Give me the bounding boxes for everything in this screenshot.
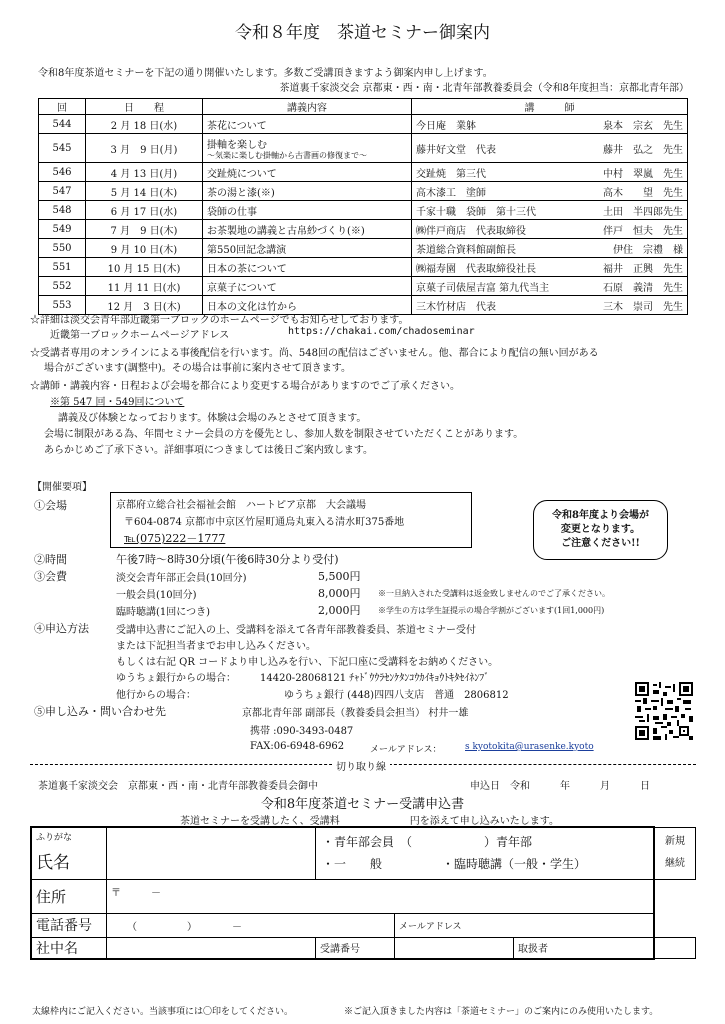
row-affiliation: 高木漆工 塗師 (416, 187, 486, 199)
row-no: 546 (39, 163, 86, 182)
fee-member-price: 5,500円 (318, 570, 361, 583)
row-topic: 茶花について (207, 120, 267, 132)
venue-address: 〒604-0874 京都市中京区竹屋町通烏丸東入る清水町375番地 (124, 517, 405, 528)
row-date: 9 月 10 日(木) (86, 239, 203, 258)
row-lecturer (412, 258, 688, 277)
company-label: 社中名 (31, 937, 107, 959)
row-topic-cell (203, 134, 412, 163)
page-title: 令和８年度 茶道セミナー御案内 (235, 23, 490, 43)
note-547-549: ※第 547 回・549回について (50, 397, 185, 408)
form-footnote-right: ※ご記入頂きました内容は「茶道セミナー」のご案内にのみ使用いたします。 (344, 1007, 659, 1017)
furigana-label: ふりがな (36, 833, 73, 843)
callout-line-2: 変更となります。 (560, 524, 641, 535)
fee-member-name: 淡交会青年部正会員(10回分) (116, 573, 247, 584)
row-topic: お茶製地の講義と古帛紗づくり(※) (207, 225, 365, 237)
postal-code-prefix: 〒 － (111, 887, 161, 899)
fee-general-name: 一般会員(10回分) (116, 590, 197, 601)
member-options-row (322, 853, 647, 875)
note-homepage-label: 近畿第一ブロックホームページアドレス (50, 330, 230, 341)
row-lecturer (412, 277, 688, 296)
row-topic: 第550回記念講演 (207, 244, 287, 256)
schedule-row (39, 220, 688, 239)
blank-cell-2 (654, 913, 696, 937)
phone-field[interactable]: （ ） － (107, 913, 395, 937)
address-field[interactable] (107, 879, 655, 913)
row-date: 6 月 17 日(水) (86, 201, 203, 220)
schedule-row (39, 182, 688, 201)
member-type-cell[interactable] (316, 827, 655, 879)
name-label-cell (31, 827, 107, 879)
row-topic-cell (203, 220, 412, 239)
handler-field[interactable] (654, 937, 696, 959)
details-heading: 【開催要項】 (32, 482, 92, 493)
row-date: 3 月 9 日(月) (86, 134, 203, 163)
row-affiliation: 千家十職 袋師 第十三代 (416, 206, 536, 218)
form-date: 申込日 令和 年 月 日 (470, 781, 650, 792)
row-topic: 交趾焼について (207, 168, 277, 180)
row-lecturer-name: 伴戸 恒夫 先生 (603, 225, 683, 237)
row-affiliation: 藤井好文堂 代表 (416, 144, 496, 156)
note-change: ☆講師・講義内容・日程および会場を都合により変更する場合がありますのでご了承ください。 (30, 381, 460, 392)
note-547-549-b: 会場に制限がある為、年間セミナー会員の方を優先とし、参加人数を制限させていただくことがあります。 (44, 429, 524, 440)
row-topic: 掛軸を楽しむ (207, 140, 267, 151)
schedule-row (39, 258, 688, 277)
row-topic-cell (203, 258, 412, 277)
member-general-option[interactable]: ・一 般 (322, 857, 383, 872)
organizer-text: 茶道裏千家淡交会 京都東・西・南・北青年部教養委員会（令和8年度担当：京都北青年部） (279, 83, 689, 94)
row-lecturer (412, 296, 688, 315)
row-affiliation: ㈱伴戸商店 代表取締役 (416, 225, 526, 237)
address-label: 住所 (31, 879, 107, 913)
note-547-549-c: あらかじめご了承下さい。詳細事項につきましては後日ご案内致します。 (44, 445, 373, 456)
time-label: ②時間 (34, 553, 67, 566)
apply-label: ④申込方法 (34, 622, 89, 635)
row-date: 7 月 9 日(木) (86, 220, 203, 239)
member-temp-option[interactable]: ・臨時聴講（一般・学生） (442, 857, 587, 872)
row-topic-cell (203, 201, 412, 220)
fee-general-note: ※一旦納入された受講料は返金致しませんのでご了承ください。 (378, 589, 610, 598)
qr-code-icon[interactable] (635, 682, 693, 740)
header-no: 回 (39, 99, 86, 115)
note-online-2: 場合がございます(調整中)。その場合は事前に案内させて頂きます。 (44, 363, 352, 374)
row-topic: 袋師の仕事 (207, 206, 257, 218)
intro-text: 令和8年度茶道セミナーを下記の通り開催いたします。多数ご受講頂きますよう御案内申し上げます。 (38, 68, 493, 79)
new-option[interactable]: 新規 (665, 836, 685, 847)
reception-no-field[interactable] (395, 937, 514, 959)
row-topic-sub: ～気楽に楽しむ掛軸から古書画の修復まで～ (207, 151, 367, 160)
row-lecturer-name: 高木 望 先生 (603, 187, 683, 199)
row-affiliation: 交趾焼 第三代 (416, 168, 486, 180)
row-date: 4 月 13 日(月) (86, 163, 203, 182)
schedule-row (39, 115, 688, 134)
fee-temp-price: 2,000円 (318, 604, 361, 617)
member-youth-option[interactable]: ・青年部会員 （ ）青年部 (322, 835, 533, 850)
time-value: 午後7時～8時30分頃(午後6時30分より受付) (116, 553, 339, 566)
bank-other-value: ゆうちょ銀行 (448)四四八支店 普通 2806812 (284, 690, 509, 701)
schedule-row (39, 239, 688, 258)
row-no: 552 (39, 277, 86, 296)
application-form (30, 826, 696, 960)
company-field[interactable] (107, 937, 316, 959)
row-date: 12 月 3 日(木) (86, 296, 203, 315)
row-no: 550 (39, 239, 86, 258)
row-topic: 京菓子について (207, 282, 277, 294)
schedule-row (39, 163, 688, 182)
row-no: 549 (39, 220, 86, 239)
row-affiliation: 京菓子司俵屋吉富 第九代当主 (416, 282, 550, 294)
row-lecturer-name: 泉本 宗玄 先生 (603, 120, 683, 132)
bank-yucho-label: ゆうちょ銀行からの場合： (116, 673, 236, 684)
callout-line-3: ご注意ください!! (561, 538, 640, 549)
renew-option[interactable]: 継続 (665, 858, 685, 869)
email-field[interactable] (395, 913, 655, 937)
note-online: ☆受講者専用のオンラインによる事後配信を行います。尚、548回の配信はございません。他、都合により配信の無い回がある (30, 348, 599, 359)
venue-change-callout (533, 500, 668, 560)
schedule-header-row (39, 99, 688, 115)
row-lecturer (412, 182, 688, 201)
fee-temp-name: 臨時聴講(1回につき) (116, 607, 210, 618)
row-topic: 茶の湯と漆(※) (207, 187, 275, 199)
row-date: 2 月 18 日(水) (86, 115, 203, 134)
form-addressee: 茶道裏千家淡交会 京都東・西・南・北青年部教養委員会御中 (38, 781, 318, 792)
form-statement: 茶道セミナーを受講したく、受講料 円を添えて申し込みいたします。 (180, 816, 559, 827)
handler-label: 取扱者 (518, 944, 548, 955)
row-topic: 日本の文化は竹から (207, 301, 297, 313)
homepage-link[interactable]: https://chakai.com/chadoseminar (288, 326, 475, 337)
phone-label: 電話番号 (31, 913, 107, 937)
row-topic: 日本の茶について (207, 263, 287, 275)
bank-other-label: 他行からの場合： (116, 690, 196, 701)
callout-line-1: 令和8年度より会場が (552, 510, 649, 521)
email-label: メールアドレス (399, 921, 462, 932)
row-lecturer (412, 115, 688, 134)
row-no: 545 (39, 134, 86, 163)
row-lecturer-name: 中村 翠嵐 先生 (603, 168, 683, 180)
row-date: 5 月 14 日(木) (86, 182, 203, 201)
apply-line-3: もしくは右記 QR コードより申し込みを行い、下記口座に受講料をお納めください。 (116, 657, 499, 668)
contact-name: 京都北青年部 副部長（教養委員会担当） 村井一雄 (242, 708, 469, 719)
form-title: 令和8年度茶道セミナー受講申込書 (260, 797, 465, 812)
contact-fax: FAX:06-6948-6962 (250, 741, 345, 752)
row-affiliation: 茶道総合資料館副館長 (416, 244, 516, 256)
row-topic-cell (203, 163, 412, 182)
contact-label: ⑤申し込み・問い合わせ先 (34, 705, 166, 718)
cut-line-label: 切り取り線 (332, 758, 390, 773)
new-renew-cell[interactable] (654, 827, 696, 879)
row-no: 548 (39, 201, 86, 220)
row-lecturer-name: 石原 義清 先生 (603, 282, 683, 294)
header-lecturer: 講 師 (412, 99, 688, 115)
row-affiliation: ㈱福寿園 代表取締役社長 (416, 263, 536, 275)
row-lecturer (412, 220, 688, 239)
name-label: 氏名 (36, 853, 70, 873)
row-lecturer (412, 201, 688, 220)
note-homepage: ☆詳細は淡交会青年部近畿第一ブロックのホームページでもお知らせしております。 (30, 315, 409, 326)
row-affiliation: 三木竹材店 代表 (416, 301, 496, 313)
row-lecturer (412, 163, 688, 182)
row-lecturer-name: 三木 崇司 先生 (603, 301, 683, 313)
row-topic-cell (203, 115, 412, 134)
name-field[interactable] (107, 827, 316, 879)
row-lecturer-name: 土田 半四郎先生 (603, 206, 683, 218)
fee-general-price: 8,000円 (318, 587, 361, 600)
row-no: 547 (39, 182, 86, 201)
schedule-row (39, 277, 688, 296)
contact-mail-label: メールアドレス： (370, 745, 442, 755)
row-topic-cell (203, 182, 412, 201)
fee-label: ③会費 (34, 570, 67, 583)
schedule-table (38, 98, 688, 315)
form-footnote-left: 太線枠内にご記入ください。当該事項には〇印をしてください。 (32, 1007, 294, 1017)
venue-label: ①会場 (34, 499, 67, 512)
handler-label-cell (514, 937, 655, 959)
row-lecturer-name: 藤井 弘之 先生 (603, 144, 683, 156)
contact-mobile: 携帯 :090-3493-0487 (250, 726, 354, 737)
apply-line-2: または下記担当者までお申し込みください。 (116, 641, 316, 652)
schedule-row (39, 134, 688, 163)
row-date: 11 月 11 日(水) (86, 277, 203, 296)
venue-tel: ℡(075)222－1777 (124, 532, 226, 545)
row-date: 10 月 15 日(木) (86, 258, 203, 277)
blank-cell (654, 879, 696, 913)
row-affiliation: 今日庵 業躰 (416, 120, 476, 132)
apply-line-1: 受講申込書にご記入の上、受講料を添えて各青年部教養委員、茶道セミナー受付 (116, 625, 476, 636)
row-topic-cell (203, 239, 412, 258)
contact-mail[interactable]: s kyotokita@urasenke.kyoto (465, 742, 594, 752)
row-no: 553 (39, 296, 86, 315)
row-lecturer-name: 伊住 宗禮 様 (613, 244, 683, 256)
header-date: 日 程 (86, 99, 203, 115)
bank-yucho-value: 14420-28068121 ﾁｬﾄﾞｳｳﾗｾﾝｹﾀﾝｺｳｶｲｷｮｳﾄｷﾀｾｲﾈﾝﾌﾞ (260, 673, 490, 684)
row-no: 551 (39, 258, 86, 277)
row-topic-cell (203, 277, 412, 296)
row-lecturer (412, 134, 688, 163)
row-lecturer (412, 239, 688, 258)
row-lecturer-name: 福井 正興 先生 (603, 263, 683, 275)
note-547-549-a: 講義及び体験となっております。体験は会場のみとさせて頂きます。 (58, 413, 367, 424)
schedule-row (39, 201, 688, 220)
row-no: 544 (39, 115, 86, 134)
fee-temp-note: ※学生の方は学生証提示の場合学割がございます(1回1,000円) (378, 606, 605, 615)
venue-name: 京都府立総合社会福祉会館 ハートピア京都 大会議場 (116, 500, 366, 511)
header-topic: 講義内容 (203, 99, 412, 115)
reception-no-label: 受講番号 (316, 937, 395, 959)
